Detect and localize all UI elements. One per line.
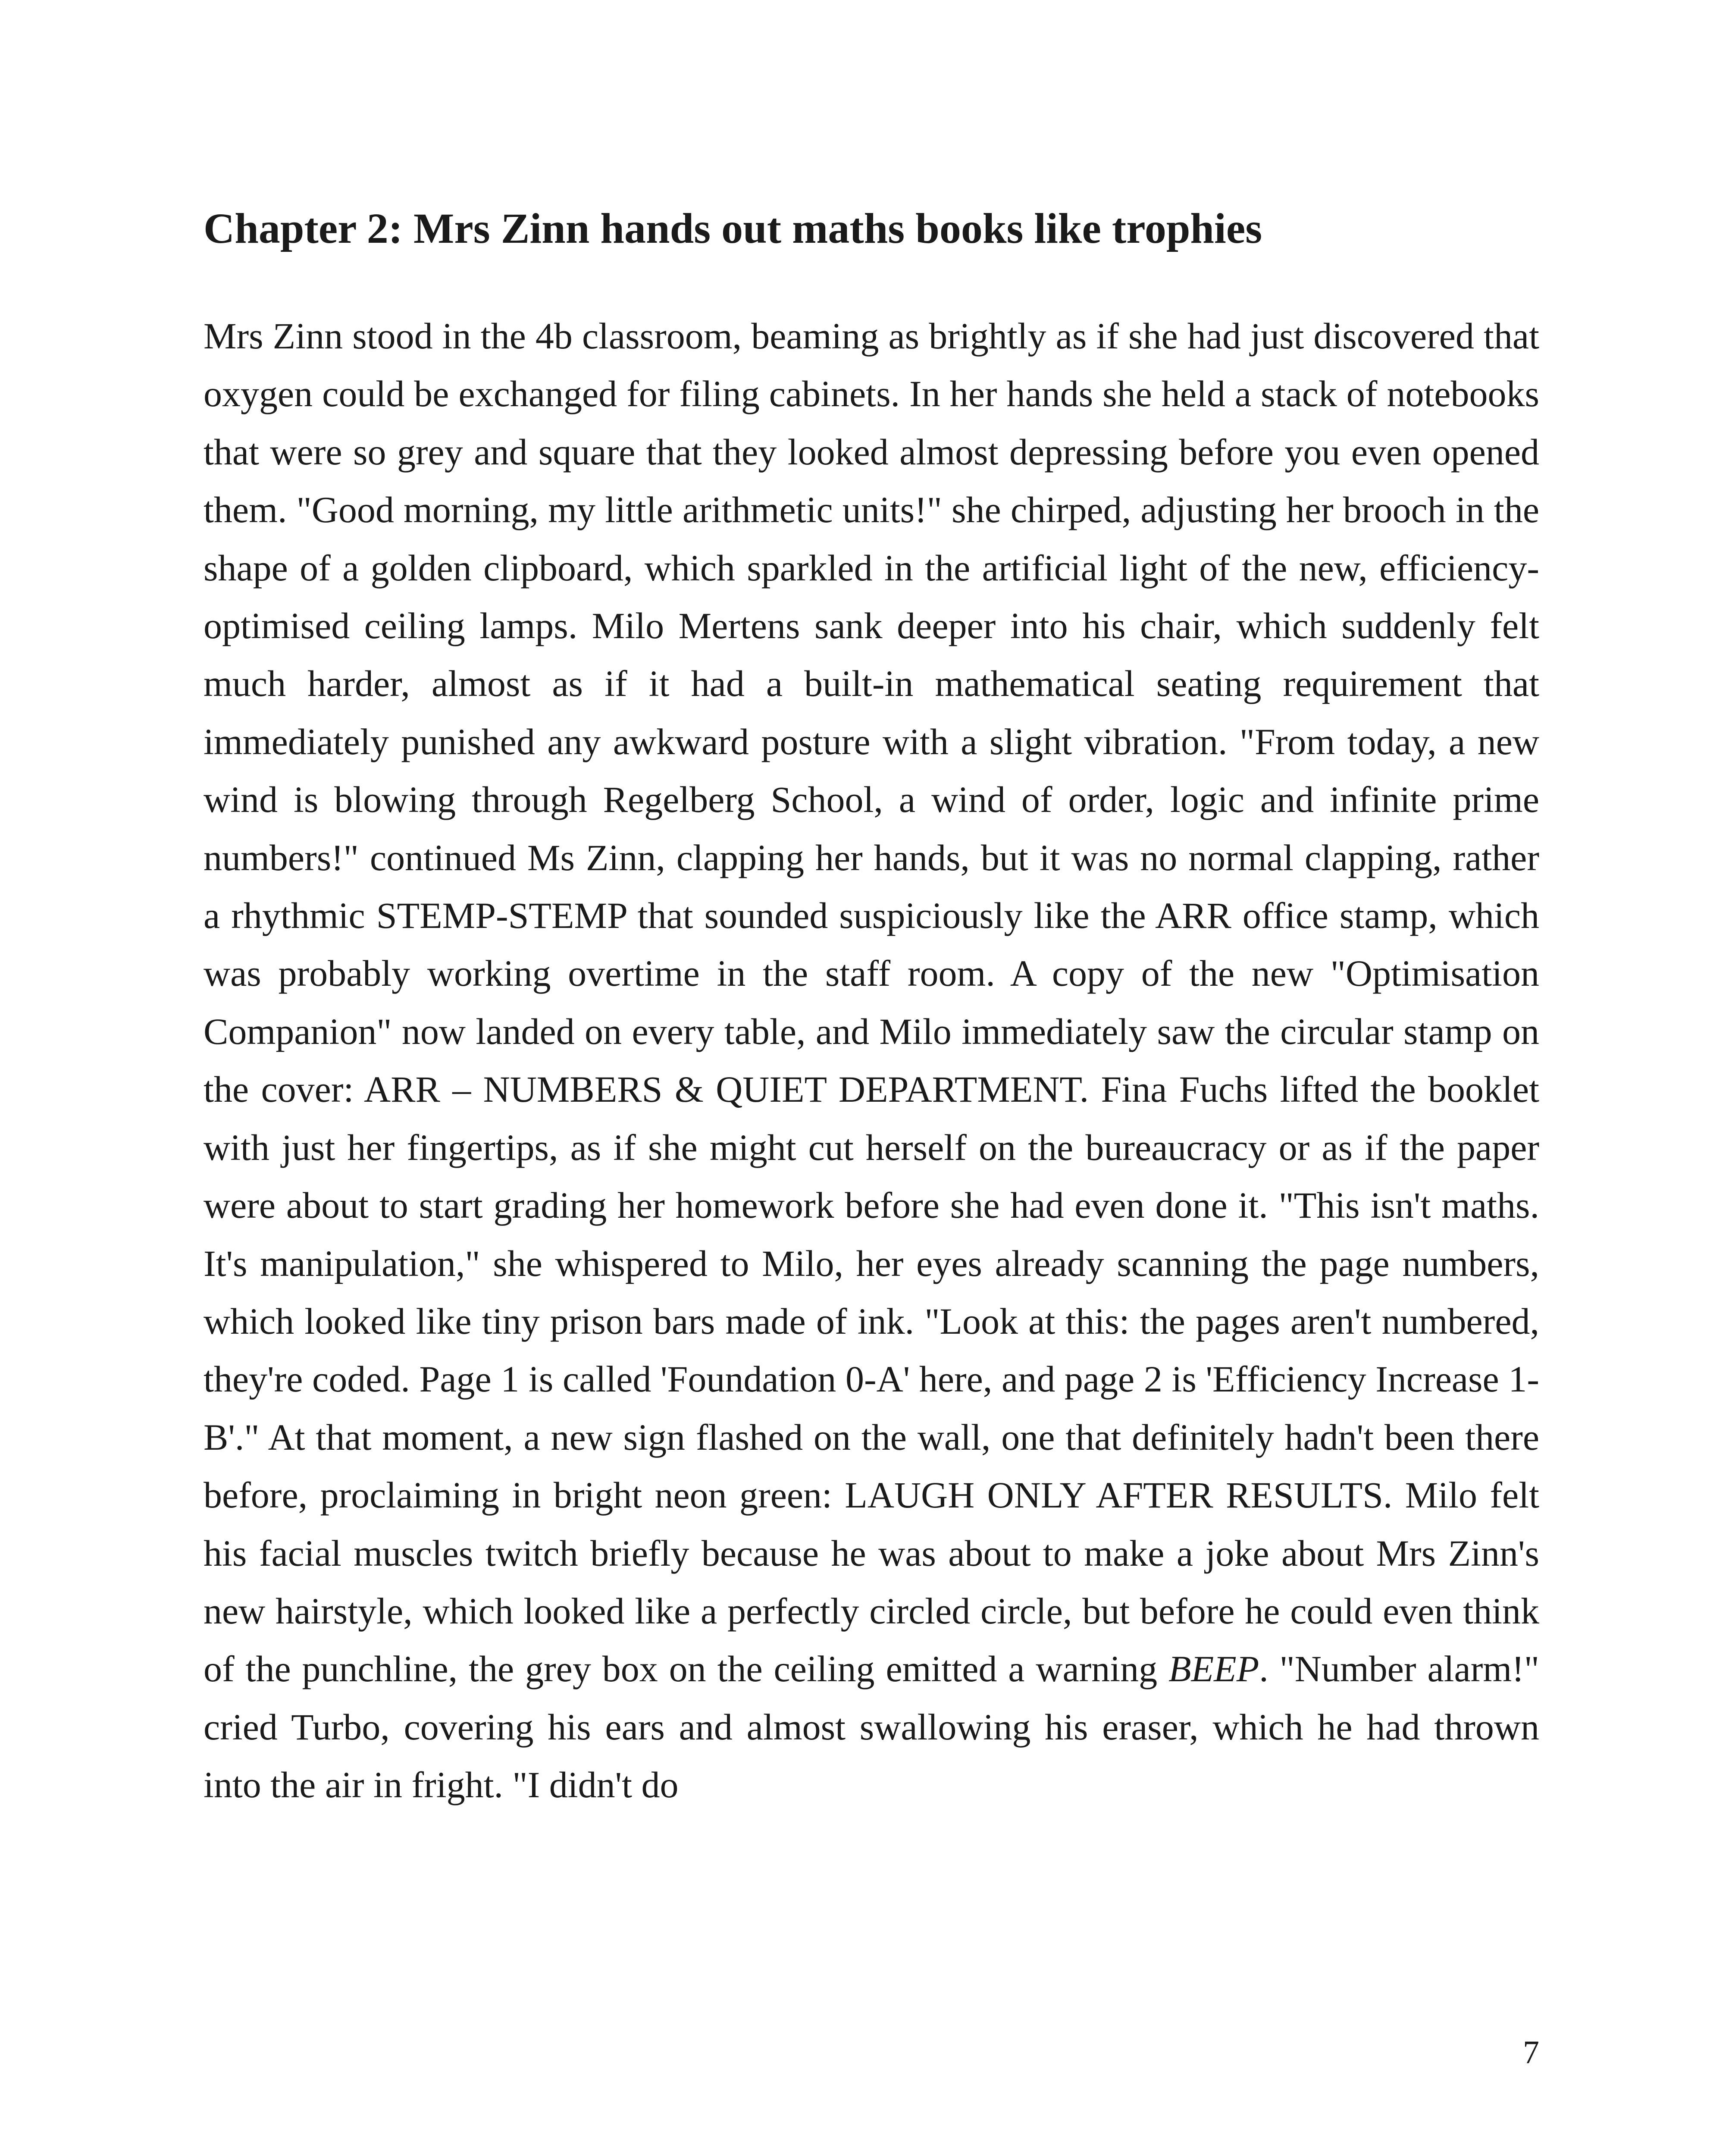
body-text-part-2: . "Number alarm!" cried Turbo, covering his ears and almost swallowing his eraser, which he had thrown into the air in fright. "I didn't do (204, 1648, 1539, 1806)
chapter-title: Chapter 2: Mrs Zinn hands out maths books like trophies (204, 204, 1262, 252)
body-text-italic: BEEP (1168, 1648, 1259, 1690)
body-paragraph (204, 307, 1539, 1814)
page-number: 7 (1523, 2034, 1539, 2071)
body-text-part-1: Mrs Zinn stood in the 4b classroom, beaming as brightly as if she had just discovered that oxygen could be exchanged for filing cabinets. In her hands she held a stack of notebooks that were so grey and square that they looked almost depressing before you even opened them. "Good morning, my little arithmetic units!" she chirped, adjusting her brooch in the shape of a golden clipboard, which sparkled in the artificial light of the new, efficiency-optimised ceiling lamps. Milo Mertens sank deeper into his chair, which suddenly felt much harder, almost as if it had a built-in mathematical seating requirement that immediately punished any awkward posture with a slight vibration. "From today, a new wind is blowing through Regelberg School, a wind of order, logic and infinite prime numbers!" continued Ms Zinn, clapping her hands, but it was no normal clapping, rather a rhythmic STEMP-STEMP that sounded suspiciously like the ARR office stamp, which was probably working overtime in the staff room. A copy of the new "Optimisation Companion" now landed on every table, and Milo immediately saw the circular stamp on the cover: ARR – NUMBERS & QUIET DEPARTMENT. Fina Fuchs lifted the booklet with just her fingertips, as if she might cut herself on the bureaucracy or as if the paper were about to start grading her homework before she had even done it. "This isn't maths. It's manipulation," she whispered to Milo, her eyes already scanning the page numbers, which looked like tiny prison bars made of ink. "Look at this: the pages aren't numbered, they're coded. Page 1 is called 'Foundation 0-A' here, and page 2 is 'Efficiency Increase 1-B'." At that moment, a new sign flashed on the wall, one that definitely hadn't been there before, proclaiming in bright neon green: LAUGH ONLY AFTER RESULTS. Milo felt his facial muscles twitch briefly because he was about to make a joke about Mrs Zinn's new hairstyle, which looked like a perfectly circled circle, but before he could even think of the punchline, the grey box on the ceiling emitted a warning (204, 315, 1539, 1690)
